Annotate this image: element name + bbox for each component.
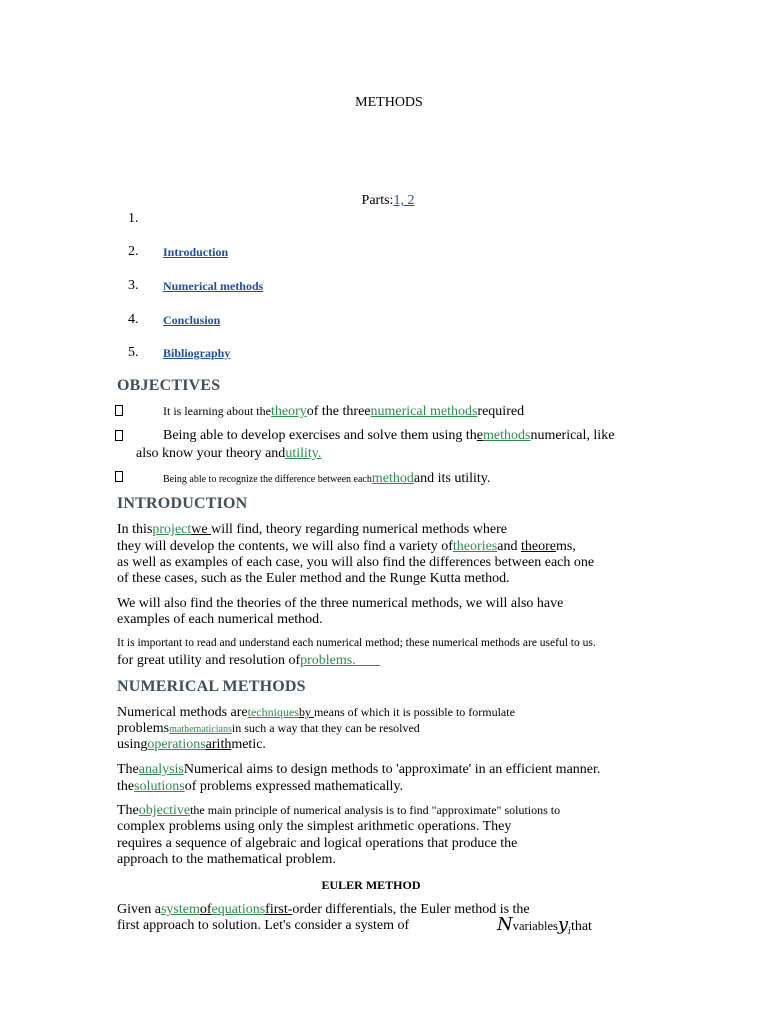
objective-item-2-line2: also know your theory andutility.	[136, 446, 322, 461]
toc-link-introduction[interactable]: Introduction	[163, 245, 229, 259]
objective-bullet-1	[115, 405, 123, 420]
objective-item-2-line1: Being able to develop exercises and solve them using themethodsnumerical, like	[163, 428, 615, 443]
toc-link-conclusion[interactable]: Conclusion	[163, 313, 221, 327]
intro-p1-line4: of these cases, such as the Euler method and the Runge Kutta method.	[117, 571, 510, 586]
objective-item-3: Being able to recognize the difference between eachmethodand its utility.	[163, 471, 491, 486]
num-p3-line1: Theobjectivethe main principle of numerical analysis is to find "approximate" solutions to	[117, 803, 561, 818]
num-p3-line4: approach to the mathematical problem.	[117, 852, 336, 867]
parts-line	[0, 193, 768, 209]
introduction-heading: INTRODUCTION	[117, 495, 248, 512]
intro-p2-line2: examples of each numerical method.	[117, 612, 323, 627]
intro-p2-line1: We will also find the theories of the three numerical methods, we will also have	[117, 596, 564, 611]
toc-number: 5.	[128, 345, 139, 360]
num-p3-line3: requires a sequence of algebraic and logical operations that produce the	[117, 836, 518, 851]
intro-p1-line1: In thisprojectwe will find, theory regarding numerical methods where	[117, 522, 507, 537]
toc-link-bibliography[interactable]: Bibliography	[163, 346, 231, 360]
num-p1-line3: usingoperationsarithmetic.	[117, 737, 266, 752]
objective-bullet-3	[115, 471, 123, 486]
part-2-link[interactable]: 2	[403, 193, 415, 208]
bullet-box-icon	[115, 471, 123, 482]
numerical-methods-heading: NUMERICAL METHODS	[117, 678, 306, 695]
toc-link-numerical-methods[interactable]: Numerical methods	[163, 279, 264, 293]
euler-method-heading: EULER METHOD	[321, 878, 421, 892]
num-p2-line2: thesolutionsof problems expressed mathematically.	[117, 779, 404, 794]
euler-line2-math: Nvariablesy$_i$that	[497, 914, 592, 938]
intro-p3-line1: It is important to read and understand each numerical method; these numerical methods are useful to us.	[117, 637, 596, 649]
intro-p1-line3: as well as examples of each case, you will also find the differences between each one	[117, 555, 595, 570]
bullet-box-icon	[115, 430, 123, 441]
euler-line2: first approach to solution. Let's consider a system of	[117, 918, 410, 933]
math-n: N	[497, 914, 513, 935]
num-p1-line1: Numerical methods aretechniquesby means of which it is possible to formulate	[117, 705, 515, 720]
objectives-heading: OBJECTIVES	[117, 377, 221, 394]
part-1-link[interactable]: 1,	[393, 193, 404, 208]
math-subscript-i: i	[568, 927, 571, 938]
document-title: METHODS	[355, 95, 423, 110]
num-p3-line2: complex problems using only the simplest arithmetic operations. They	[117, 819, 512, 834]
toc-number: 4.	[128, 312, 139, 327]
toc-number: 2.	[128, 244, 139, 259]
objective-bullet-2	[115, 430, 123, 445]
num-p1-line2: problemsmathematiciansin such a way that they can be resolved	[117, 721, 420, 736]
toc-number: 1.	[128, 211, 139, 226]
intro-p3-line2: for great utility and resolution ofproblems.	[117, 653, 356, 668]
intro-p1-line2: they will develop the contents, we will also find a variety oftheoriesand theorems,	[117, 539, 576, 554]
num-p2-line1: TheanalysisNumerical aims to design methods to 'approximate' in an efficient manner.	[117, 762, 601, 777]
objective-item-1: It is learning about thetheoryof the threenumerical methodsrequired	[163, 404, 525, 419]
toc-number: 3.	[128, 278, 139, 293]
euler-line1: Given asystemofequationsfirst-order differentials, the Euler method is the	[117, 902, 530, 917]
math-y: y	[557, 914, 569, 935]
parts-label: Parts:	[361, 193, 394, 208]
bullet-box-icon	[115, 405, 123, 416]
